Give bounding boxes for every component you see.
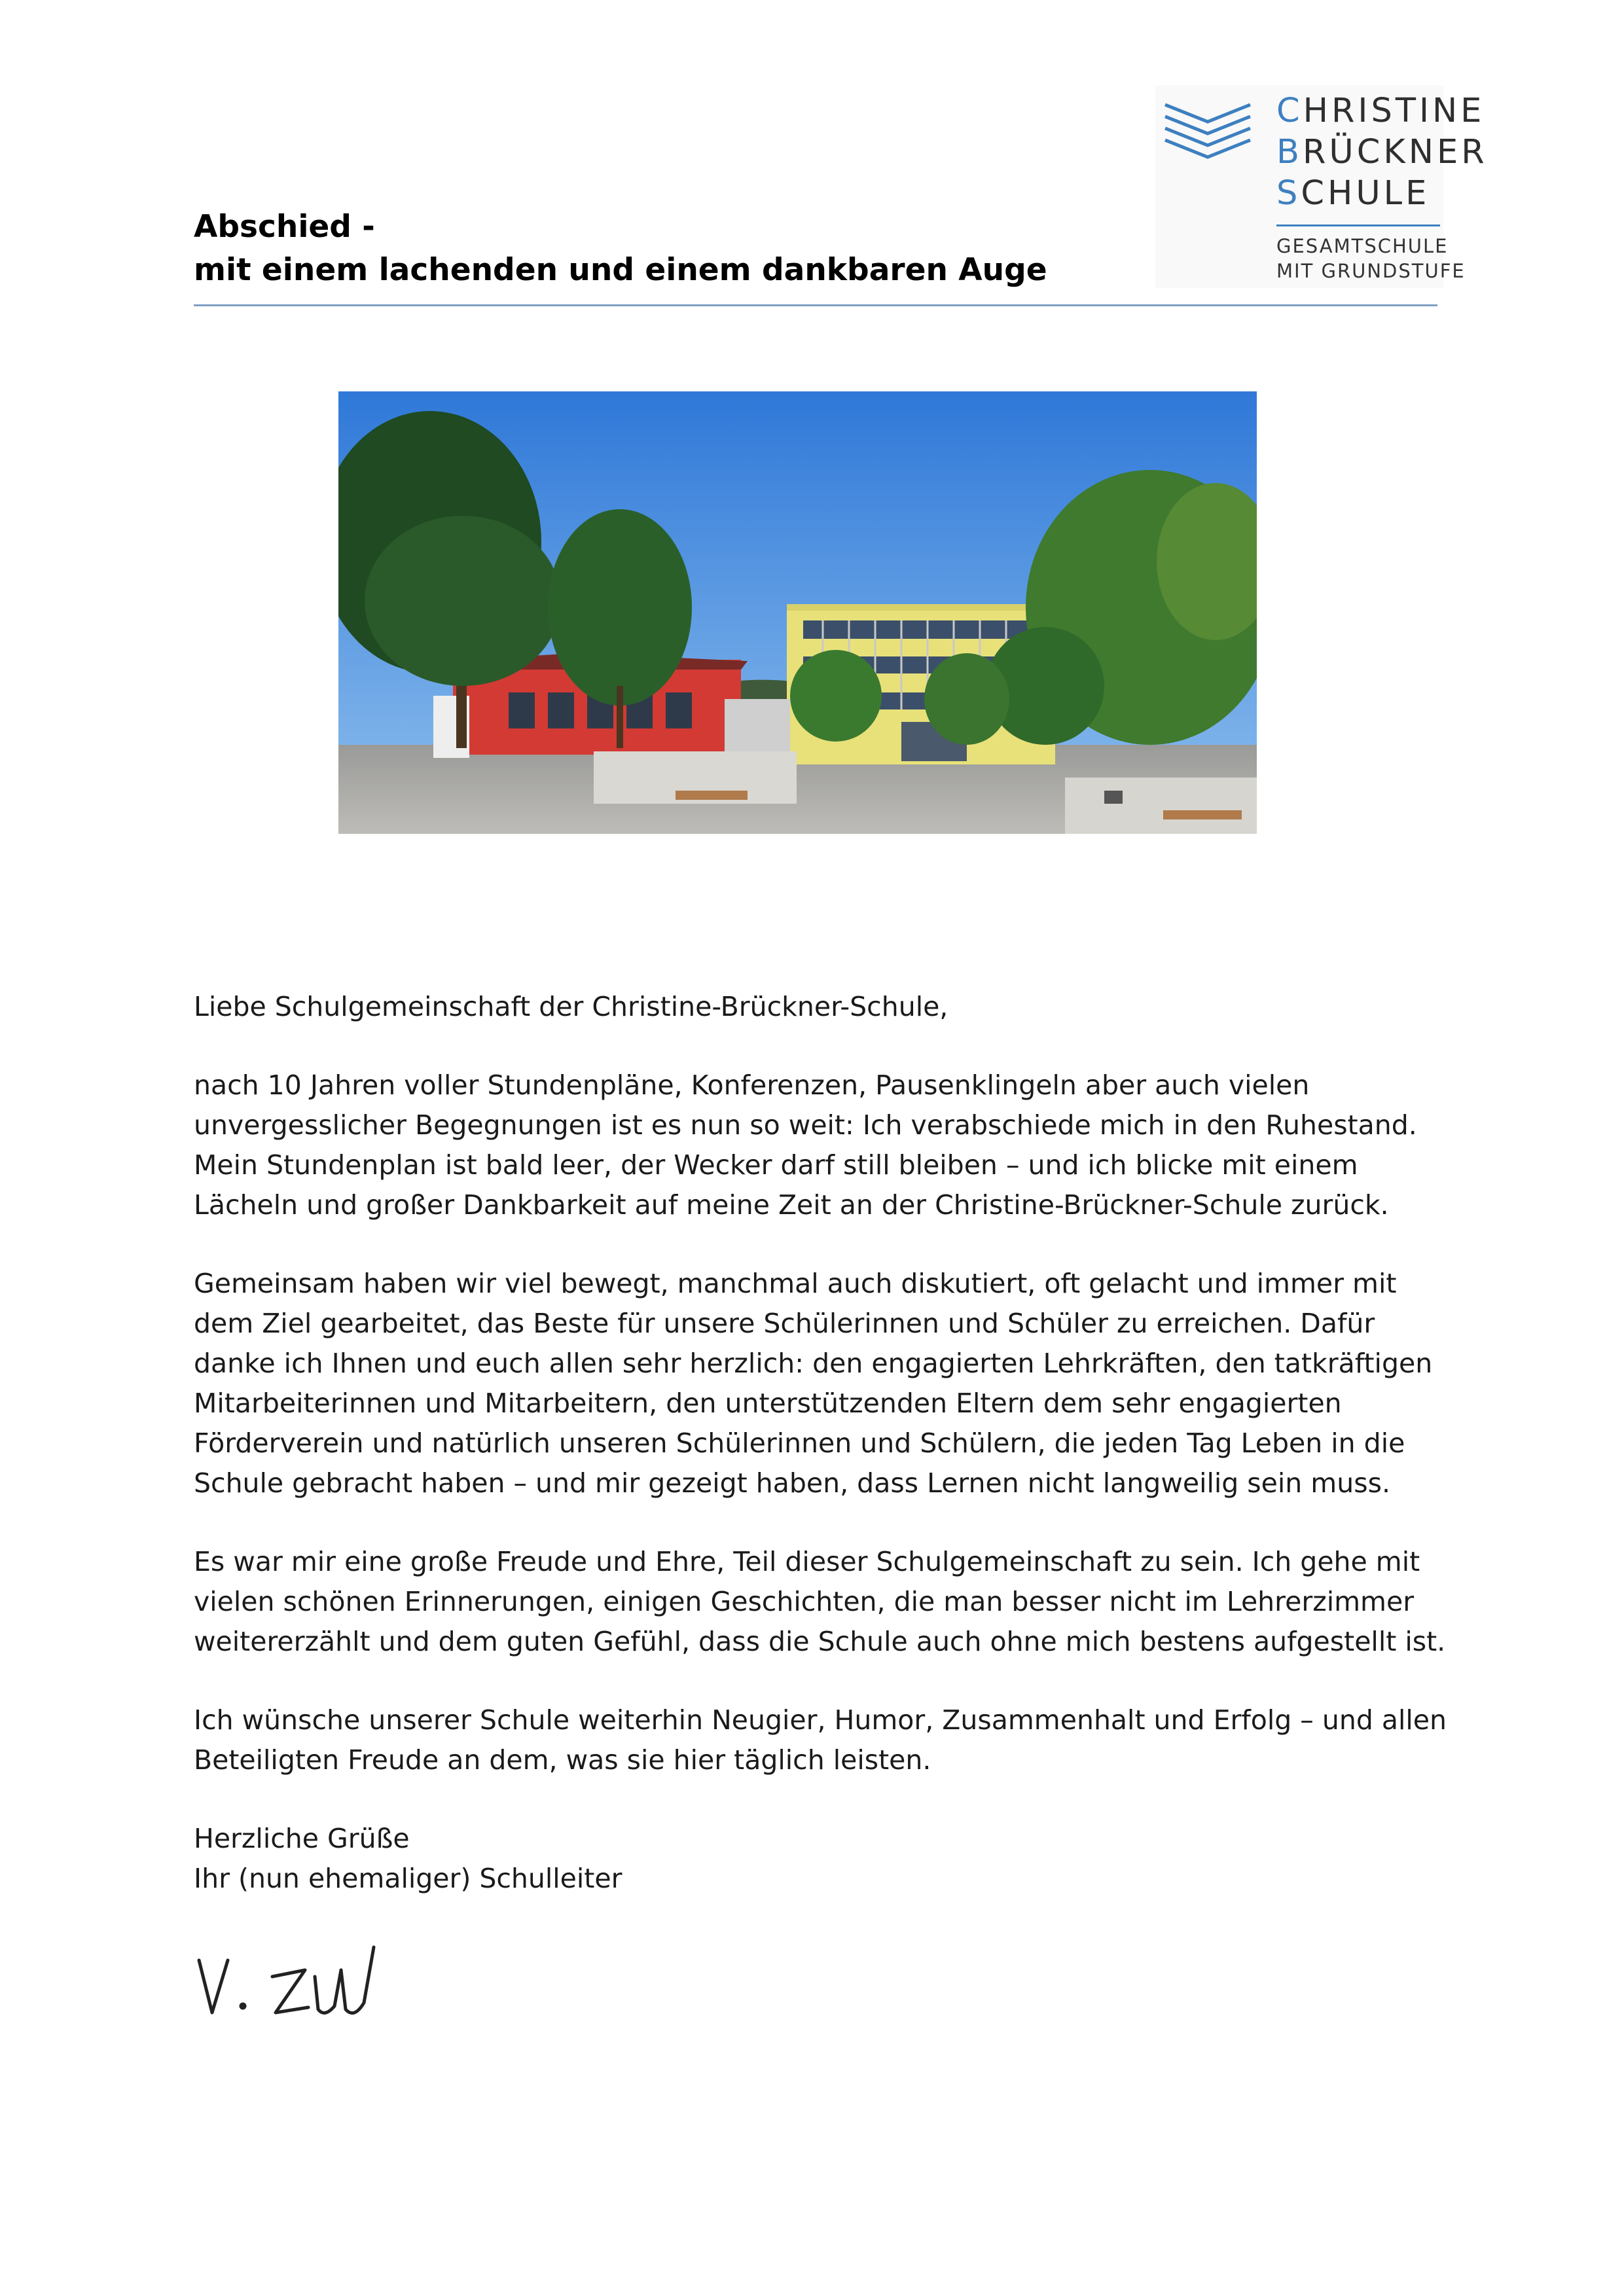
logo-word-christine: CHRISTINE (1276, 92, 1485, 130)
chevron-stack-icon (1162, 97, 1254, 162)
text-line: danke ich Ihnen und euch allen sehr herzlich: den engagierten Lehrkräften, den tatkräftigen (194, 1348, 1433, 1379)
paragraph (194, 1066, 1437, 1225)
logo-word-schule: SCHULE (1276, 174, 1430, 213)
paragraph (194, 1700, 1447, 1780)
closing-sender: Ihr (nun ehemaliger) Schulleiter (194, 1863, 623, 1894)
school-logo (1155, 85, 1488, 288)
text-line: Mein Stundenplan ist bald leer, der Wecker darf still bleiben – und ich blicke mit einem (194, 1149, 1358, 1181)
header-divider (194, 304, 1437, 306)
logo-word-brueckner: BRÜCKNER (1276, 133, 1488, 171)
letter-body (194, 987, 1447, 1937)
title-line-1: Abschied - (194, 209, 375, 245)
school-building-photo (338, 391, 1257, 834)
signature (194, 1941, 403, 2032)
logo-subtitle-2: MIT GRUNDSTUFE (1276, 260, 1466, 282)
closing (194, 1819, 1437, 1899)
text-line: Förderverein und natürlich unseren Schülerinnen und Schülern, die jeden Tag Leben in die (194, 1427, 1405, 1459)
text-line: Ich wünsche unserer Schule weiterhin Neugier, Humor, Zusammenhalt und Erfolg – und allen (194, 1704, 1447, 1736)
logo-divider (1276, 224, 1440, 226)
text-line: Gemeinsam haben wir viel bewegt, manchmal auch diskutiert, oft gelacht und immer mit (194, 1268, 1397, 1299)
text-line: Schule gebracht haben – und mir gezeigt haben, dass Lernen nicht langweilig sein muss. (194, 1467, 1390, 1499)
text-line: Es war mir eine große Freude und Ehre, Teil dieser Schulgemeinschaft zu sein. Ich gehe mit (194, 1546, 1420, 1577)
closing-greeting: Herzliche Grüße (194, 1823, 410, 1854)
text-line: dem Ziel gearbeitet, das Beste für unsere Schülerinnen und Schüler zu erreichen. Dafür (194, 1308, 1375, 1339)
text-line: Beteiligten Freude an dem, was sie hier täglich leisten. (194, 1744, 931, 1776)
title-line-2: mit einem lachenden und einem dankbaren Auge (194, 252, 1047, 288)
page-title (194, 206, 1110, 292)
salutation: Liebe Schulgemeinschaft der Christine-Brückner-Schule, (194, 991, 948, 1022)
paragraph (194, 1264, 1437, 1503)
logo-subtitle-1: GESAMTSCHULE (1276, 235, 1449, 257)
text-line: nach 10 Jahren voller Stundenpläne, Konferenzen, Pausenklingeln aber auch vielen (194, 1069, 1310, 1101)
text-line: Mitarbeiterinnen und Mitarbeitern, den unterstützenden Eltern dem sehr engagierten (194, 1388, 1342, 1419)
text-line: vielen schönen Erinnerungen, einigen Geschichten, die man besser nicht im Lehrerzimmer (194, 1586, 1415, 1617)
text-line: Lächeln und großer Dankbarkeit auf meine Zeit an der Christine-Brückner-Schule zurück. (194, 1189, 1389, 1221)
paragraph (194, 1542, 1446, 1662)
text-line: weitererzählt und dem guten Gefühl, dass die Schule auch ohne mich bestens aufgestellt ist. (194, 1626, 1446, 1657)
text-line: unvergesslicher Begegnungen ist es nun so weit: Ich verabschiede mich in den Ruhestand. (194, 1109, 1417, 1141)
